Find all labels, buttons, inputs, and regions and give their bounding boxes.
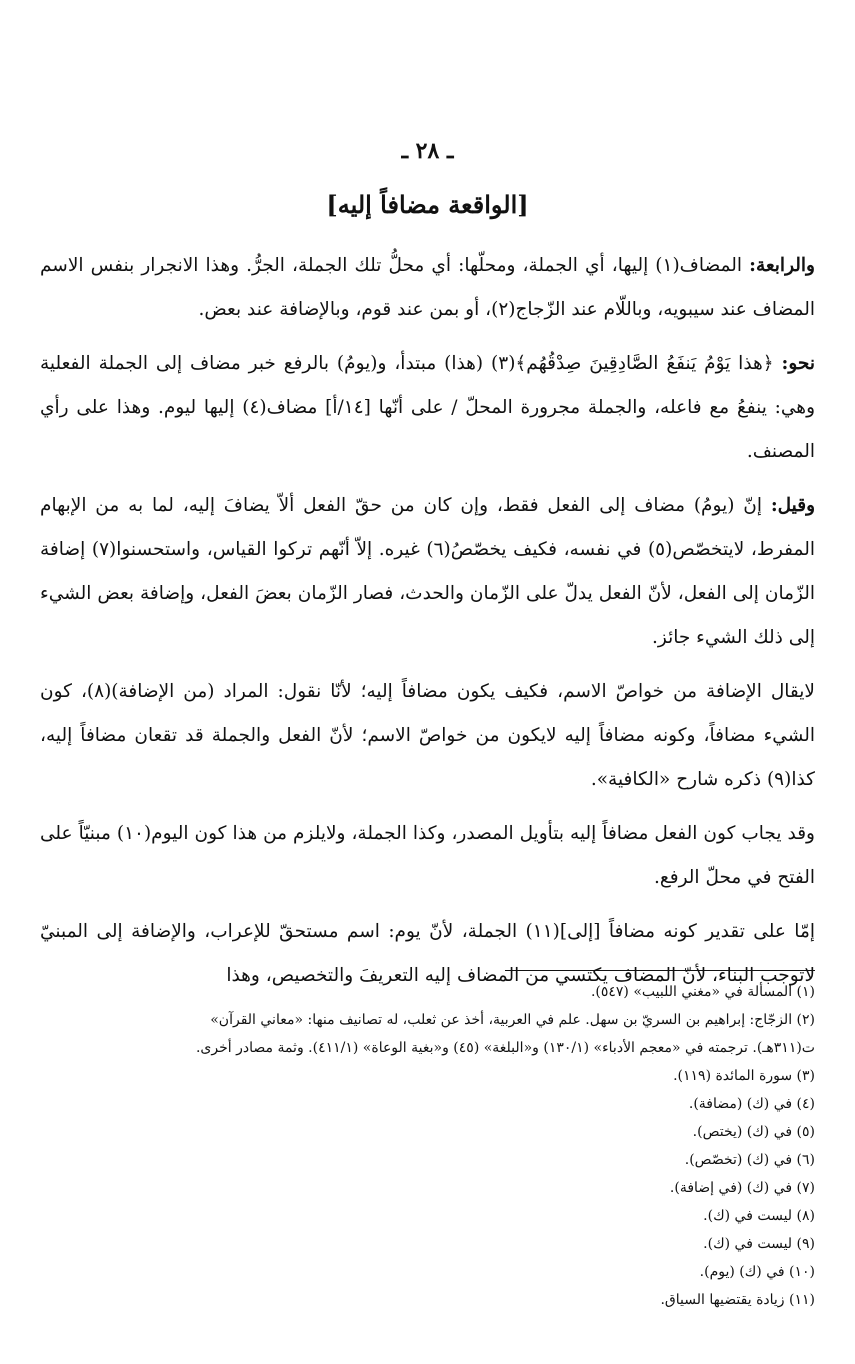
paragraph-lead: وقيل: [770, 495, 816, 516]
paragraph [40, 812, 815, 900]
page-number: ـ ٢٨ ـ [401, 138, 454, 164]
footnote: (٧) في (ك) (في إضافة). [669, 1180, 815, 1196]
footnote: (٦) في (ك) (تخصّص). [684, 1152, 815, 1168]
body-text [40, 244, 815, 1008]
paragraph-lead: نحو: [781, 353, 816, 374]
footnote: (٥) في (ك) (يختص). [692, 1124, 815, 1140]
footnote: (٩) ليست في (ك). [703, 1236, 815, 1252]
paragraph [40, 484, 815, 660]
paragraph-text: ﴿هذا يَوْمُ يَنفَعُ الصَّادِقِينَ صِدْقُهُم﴾(٣) (هذا) مبتدأ، و(يومُ) بالرفع خبر مضاف إلى الجملة الفعلية وهي: ينفعُ مع فاعله، والجملة مجرورة المحلّ / على أنّها [١٤/أ] مضاف(٤) إليها ليوم. وهذا على رأي المصنف. [40, 353, 816, 462]
paragraph-text: إمّا على تقدير كونه مضافاً [إلى](١١) الجملة، لأنّ يوم: اسم مستحقّ للإعراب، والإضافة إلى المبنيّ لاتوجب البناء، لأنّ المضاف يكتسي من المضاف إليه التعريفَ والتخصيص، وهذا [40, 921, 815, 986]
paragraph [40, 244, 815, 332]
paragraph-lead: والرابعة: [749, 255, 815, 276]
footnote: (١) المسألة في «مغني اللبيب» (٥٤٧). [590, 984, 815, 1000]
section-title: [الواقعة مضافاً إليه] [326, 190, 529, 219]
footnote: ت(٣١١هـ). ترجمته في «معجم الأدباء» (١٣٠/١) و«البلغة» (٤٥) و«بغية الوعاة» (٤١١/١). وثمة مصادر أخرى. [195, 1040, 815, 1056]
paragraph-text: المضاف(١) إليها، أي الجملة، ومحلّها: أي محلُّ تلك الجملة، الجرُّ. وهذا الانجرار بنفس الاسم المضاف عند سيبويه، وباللّام عند الزّجاج(٢)، أو بمن عند قوم، وبالإضافة عند بعض. [40, 255, 815, 320]
footnotes [40, 978, 815, 1314]
footnote: (٣) سورة المائدة (١١٩). [673, 1068, 815, 1084]
footnote-divider [505, 970, 815, 971]
footnote: (١٠) في (ك) (يوم). [699, 1264, 815, 1280]
paragraph-text: لايقال الإضافة من خواصّ الاسم، فكيف يكون مضافاً إليه؛ لأنّا نقول: المراد (من الإضافة)(٨)، كون الشيء مضافاً، وكونه مضافاً إليه لايكون من خواصّ الاسم؛ لأنّ الفعل والجملة قد تقعان مضافاً إليه، كذا(٩) ذكره شارح «الكافية». [40, 681, 815, 790]
footnote: (١١) زيادة يقتضيها السياق. [660, 1292, 815, 1308]
paragraph-text: إنّ (يومُ) مضاف إلى الفعل فقط، وإن كان من حقّ الفعل ألاّ يضافَ إليه، لما به من الإبهام المفرط، لايتخصّص(٥) في نفسه، فكيف يخصّصُ(٦) غيره. إلاّ أنّهم تركوا القياس، واستحسنوا(٧) إضافة الزّمان إلى الفعل، لأنّ الفعل يدلّ على الزّمان والحدث، فصار الزّمان بعضَ الفعل، وإضافة بعض الشيء إلى ذلك الشيء جائز. [40, 495, 815, 648]
footnote: (٢) الزجّاج: إبراهيم بن السريّ بن سهل. علم في العربية، أخذ عن ثعلب، له تصانيف منها: «معاني القرآن» [210, 1012, 815, 1028]
footnote: (٤) في (ك) (مضافة). [688, 1096, 815, 1112]
paragraph [40, 670, 815, 802]
paragraph-text: وقد يجاب كون الفعل مضافاً إليه بتأويل المصدر، وكذا الجملة، ولايلزم من هذا كون اليوم(١٠) مبنيّاً على الفتح في محلّ الرفع. [40, 823, 815, 888]
footnote: (٨) ليست في (ك). [703, 1208, 815, 1224]
paragraph [40, 342, 815, 474]
